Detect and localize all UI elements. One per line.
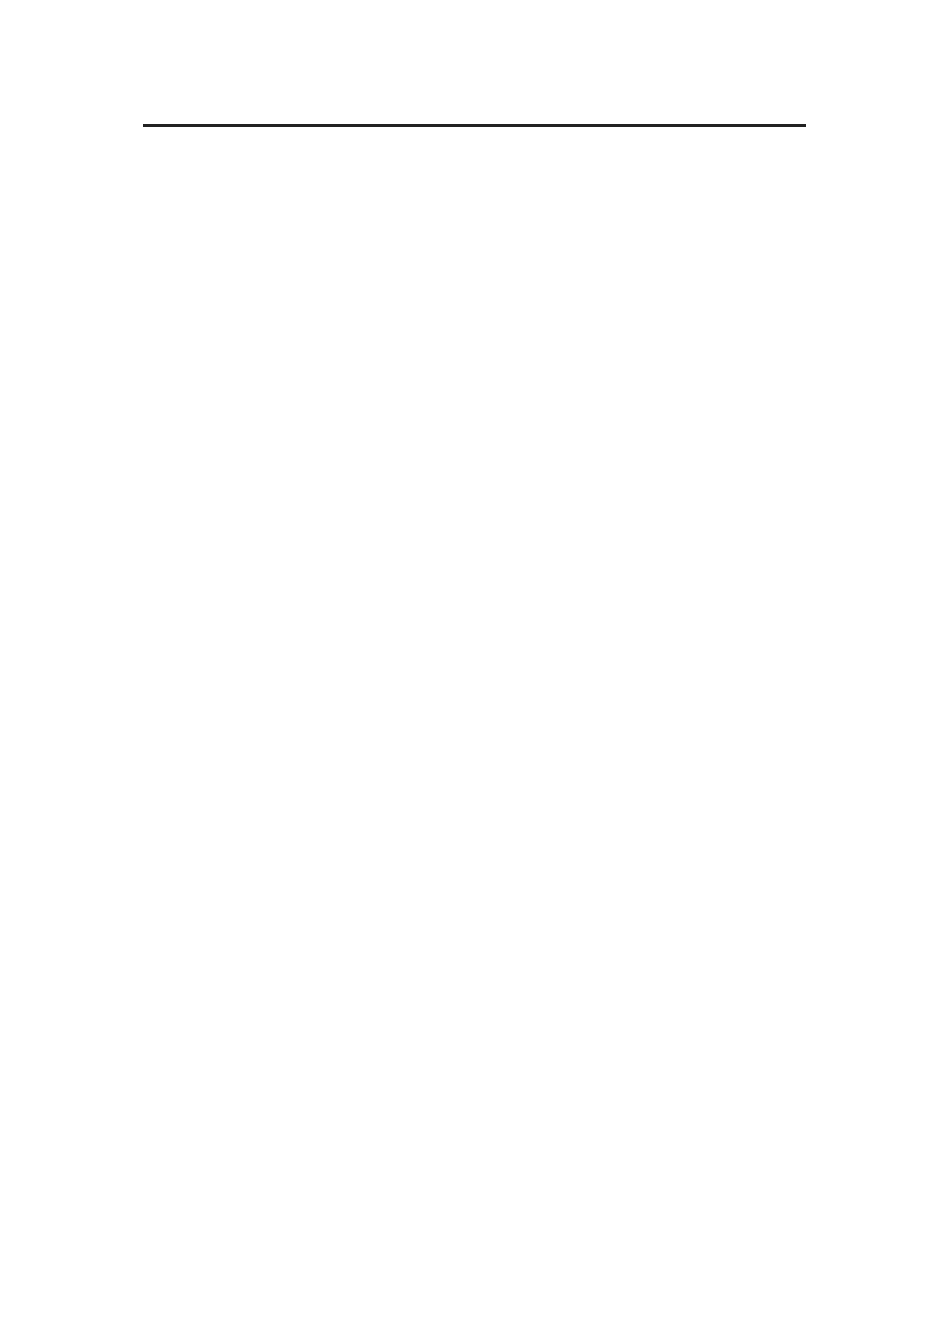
extended-vocab-row bbox=[144, 126, 806, 127]
category-cell bbox=[144, 126, 272, 127]
extended-vocab-cell bbox=[271, 126, 805, 127]
vocabulary-table bbox=[143, 124, 806, 127]
